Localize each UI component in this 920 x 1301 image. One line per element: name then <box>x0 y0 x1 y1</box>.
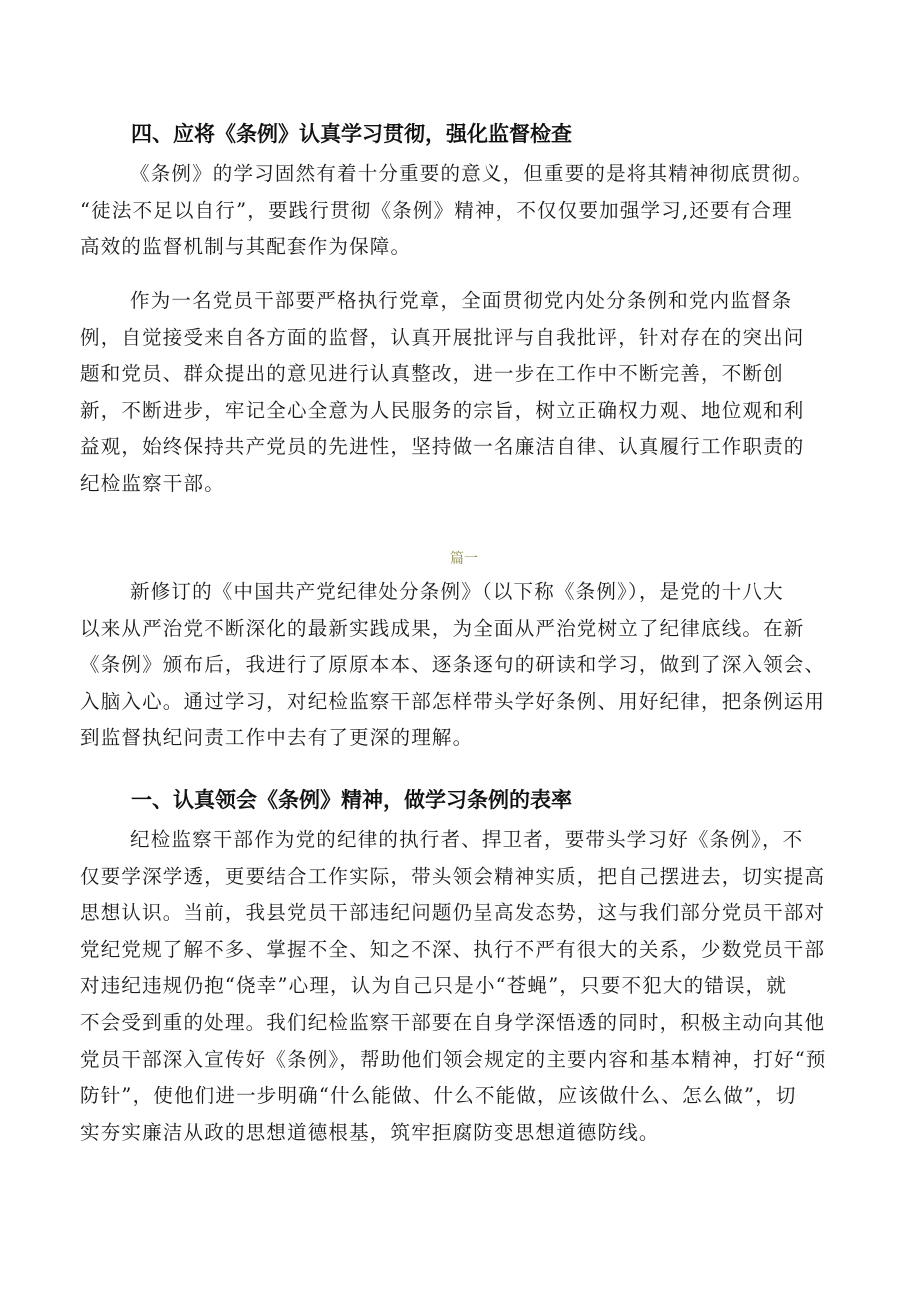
text-line: 党纪党规了解不多、掌握不全、知之不深、执行不严有很大的关系，少数党员干部 <box>80 937 826 961</box>
text-line: 纪检监察干部作为党的纪律的执行者、捍卫者，要带头学习好《条例》，不 <box>130 828 804 851</box>
text-line: 《条例》颁布后，我进行了原原本本、逐条逐句的研读和学习，做到了深入领会、 <box>80 653 826 677</box>
text-line: 以来从严治党不断深化的最新实践成果，为全面从严治党树立了纪律底线。在新 <box>80 616 805 640</box>
text-line: 不会受到重的处理。我们纪检监察干部要在自身学深悟透的同时，积极主动向其他 <box>80 1010 826 1034</box>
text-line: 思想认识。当前，我县党员干部违纪问题仍呈高发态势，这与我们部分党员干部对 <box>80 901 826 925</box>
text-line: 《条例》的学习固然有着十分重要的意义，但重要的是将其精神彻底贯彻。 <box>130 162 814 185</box>
text-line: 新修订的《中国共产党纪律处分条例》（以下称《条例》），是党的十八大 <box>130 580 784 603</box>
section-1-paragraph-1 <box>80 822 890 1151</box>
intro-paragraph <box>80 574 890 757</box>
text-line: 高效的监督机制与其配套作为保障。 <box>80 235 412 259</box>
text-line: 防针”，使他们进一步明确“什么能做、什么不能做，应该做什么、怎么做”，切 <box>80 1084 797 1108</box>
text-line: 入脑入心。通过学习，对纪检监察干部怎样带头学好条例、用好纪律，把条例运用 <box>80 689 826 713</box>
text-line: 仅要学深学透，更要结合工作实际，带头领会精神实质，把自己摆进去，切实提高 <box>80 864 826 888</box>
text-line: 益观，始终保持共产党员的先进性，坚持做一名廉洁自律、认真履行工作职责的 <box>80 435 805 459</box>
separator-label: 篇一 <box>450 551 478 567</box>
section-4-paragraph-1 <box>80 156 890 266</box>
text-line: 新，不断进步，牢记全心全意为人民服务的宗旨，树立正确权力观、地位观和利 <box>80 398 805 422</box>
text-line: 题和党员、群众提出的意见进行认真整改，进一步在工作中不断完善，不断创 <box>80 362 784 386</box>
text-line: 纪检监察干部。 <box>80 471 225 495</box>
section-4-heading: 四、应将《条例》认真学习贯彻，强化监督检查 <box>131 122 572 146</box>
text-line: 党员干部深入宣传好《条例》，帮助他们领会规定的主要内容和基本精神，打好“预 <box>80 1047 827 1071</box>
section-4-paragraph-2 <box>80 283 850 503</box>
text-line: 到监督执纪问责工作中去有了更深的理解。 <box>80 726 474 750</box>
text-line: 实夯实廉洁从政的思想道德根基，筑牢拒腐防变思想道德防线。 <box>80 1120 660 1144</box>
section-1-heading: 一、认真领会《条例》精神，做学习条例的表率 <box>131 788 572 812</box>
text-line: 作为一名党员干部要严格执行党章，全面贯彻党内处分条例和党内监督条 <box>130 289 793 312</box>
text-line: 对违纪违规仍抱“侥幸”心理，认为自己只是小“苍蝇”，只要不犯大的错误，就 <box>80 974 788 998</box>
text-line: 例，自觉接受来自各方面的监督，认真开展批评与自我批评，针对存在的突出问 <box>80 325 805 349</box>
text-line: “徒法不足以自行”，要践行贯彻《条例》精神，不仅仅要加强学习,还要有合理 <box>80 198 793 222</box>
